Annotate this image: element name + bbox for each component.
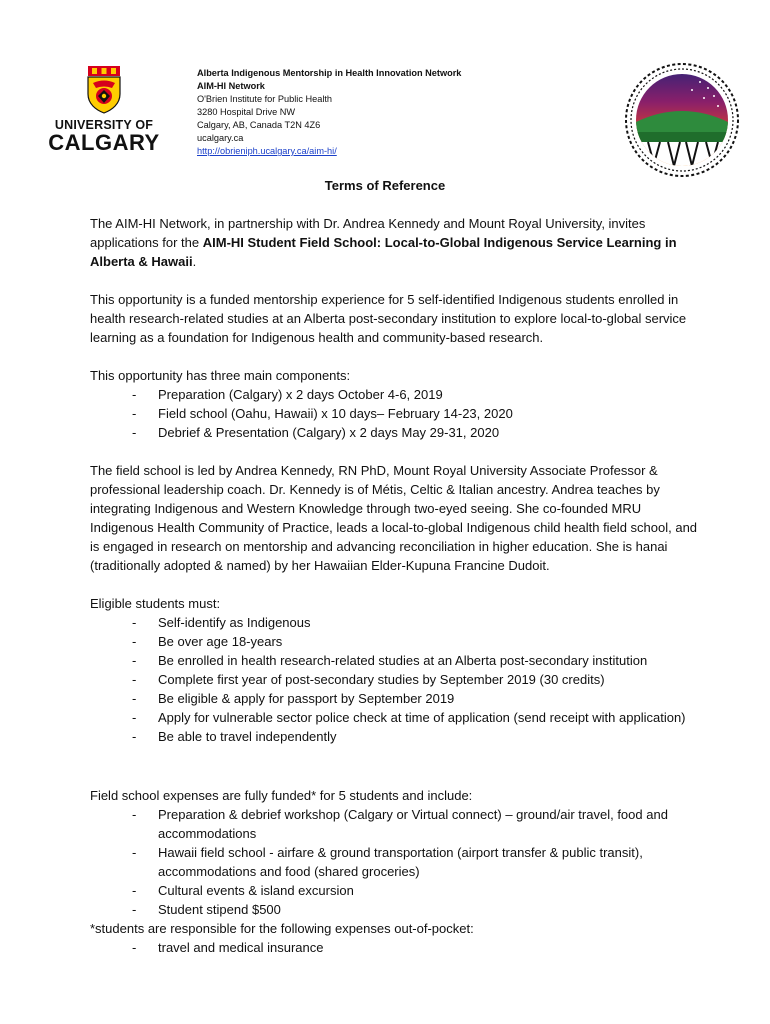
network-short-name: AIM-HI Network bbox=[197, 81, 265, 91]
list-item: - Be eligible & apply for passport by September 2019 bbox=[90, 689, 705, 708]
out-of-pocket-list bbox=[90, 938, 705, 957]
network-full-name: Alberta Indigenous Mentorship in Health Innovation Network bbox=[197, 68, 462, 78]
components-list bbox=[90, 385, 705, 442]
aim-hi-logo-icon bbox=[622, 60, 742, 180]
list-item: - Be able to travel independently bbox=[90, 727, 705, 746]
list-item: - Student stipend $500 bbox=[90, 900, 705, 919]
intro-end: . bbox=[192, 254, 197, 269]
expenses-intro: Field school expenses are fully funded* for 5 students and include: bbox=[90, 788, 473, 803]
list-item: - Self-identify as Indigenous bbox=[90, 613, 705, 632]
university-name-line2: CALGARY bbox=[48, 130, 160, 155]
street-address: 3280 Hospital Drive NW bbox=[197, 107, 296, 117]
expenses-section bbox=[90, 786, 705, 957]
list-item: - Debrief & Presentation (Calgary) x 2 days May 29-31, 2020 bbox=[90, 423, 705, 442]
intro-paragraph bbox=[90, 214, 705, 271]
list-item: - Preparation & debrief workshop (Calgary or Virtual connect) – ground/air travel, food and accommodations bbox=[90, 805, 705, 843]
eligibility-list bbox=[90, 613, 705, 746]
opportunity-paragraph: This opportunity is a funded mentorship experience for 5 self-identified Indigenous students enrolled in health research-related studies at an Alberta post-secondary institution to explore local-to-global service learning as a foundation for Indigenous health and community-based research. bbox=[90, 292, 687, 345]
expenses-list bbox=[90, 805, 705, 919]
components-intro: This opportunity has three main components: bbox=[90, 368, 351, 383]
eligibility-intro: Eligible students must: bbox=[90, 596, 221, 611]
university-logo bbox=[48, 66, 160, 154]
university-crest-icon bbox=[84, 66, 124, 114]
intro-text: The AIM-HI Network, in partnership with Dr. Andrea Kennedy and Mount Royal University, invites applications for the bbox=[90, 216, 646, 250]
university-name-line1: UNIVERSITY OF bbox=[54, 118, 154, 132]
list-item: - Hawaii field school - airfare & ground transportation (airport transfer & public transit), accommodations and food (shared groceries) bbox=[90, 843, 705, 881]
document-title: Terms of Reference bbox=[324, 178, 446, 193]
list-item: - travel and medical insurance bbox=[90, 938, 705, 957]
network-url-link[interactable]: http://obrieniph.ucalgary.ca/aim-hi/ bbox=[197, 146, 337, 156]
leader-paragraph: The field school is led by Andrea Kennedy, RN PhD, Mount Royal University Associate Professor & professional leadership coach. Dr. Kennedy is of Métis, Celtic & Italian ancestry. Andrea teaches by integrating Indigenous and Western Knowledge through two-eyed seeing. She co-founded MRU Indigenous Health Community of Practice, leads a local-to-global Indigenous child health field school, and is engaged in research on mentorship and advancing reconciliation in higher education. She is hanai (traditionally adopted & named) by her Hawaiian Elder-Kupuna Francine Dudoit. bbox=[90, 463, 698, 573]
list-item: - Preparation (Calgary) x 2 days October 4-6, 2019 bbox=[90, 385, 705, 404]
list-item: - Cultural events & island excursion bbox=[90, 881, 705, 900]
components-section bbox=[90, 366, 705, 442]
eligibility-section bbox=[90, 594, 705, 746]
list-item: - Apply for vulnerable sector police check at time of application (send receipt with application) bbox=[90, 708, 705, 727]
list-item: - Field school (Oahu, Hawaii) x 10 days– February 14-23, 2020 bbox=[90, 404, 705, 423]
website: ucalgary.ca bbox=[197, 133, 244, 143]
list-item: - Complete first year of post-secondary studies by September 2019 (30 credits) bbox=[90, 670, 705, 689]
list-item: - Be over age 18-years bbox=[90, 632, 705, 651]
address-block bbox=[197, 67, 461, 158]
institute-name: O'Brien Institute for Public Health bbox=[197, 94, 333, 104]
out-of-pocket-intro: *students are responsible for the following expenses out-of-pocket: bbox=[90, 921, 474, 936]
program-name: AIM-HI Student Field School: Local-to-Global Indigenous Service Learning in Alberta & Hawaii bbox=[90, 235, 677, 269]
list-item: - Be enrolled in health research-related studies at an Alberta post-secondary institution bbox=[90, 651, 705, 670]
city-address: Calgary, AB, Canada T2N 4Z6 bbox=[197, 120, 321, 130]
